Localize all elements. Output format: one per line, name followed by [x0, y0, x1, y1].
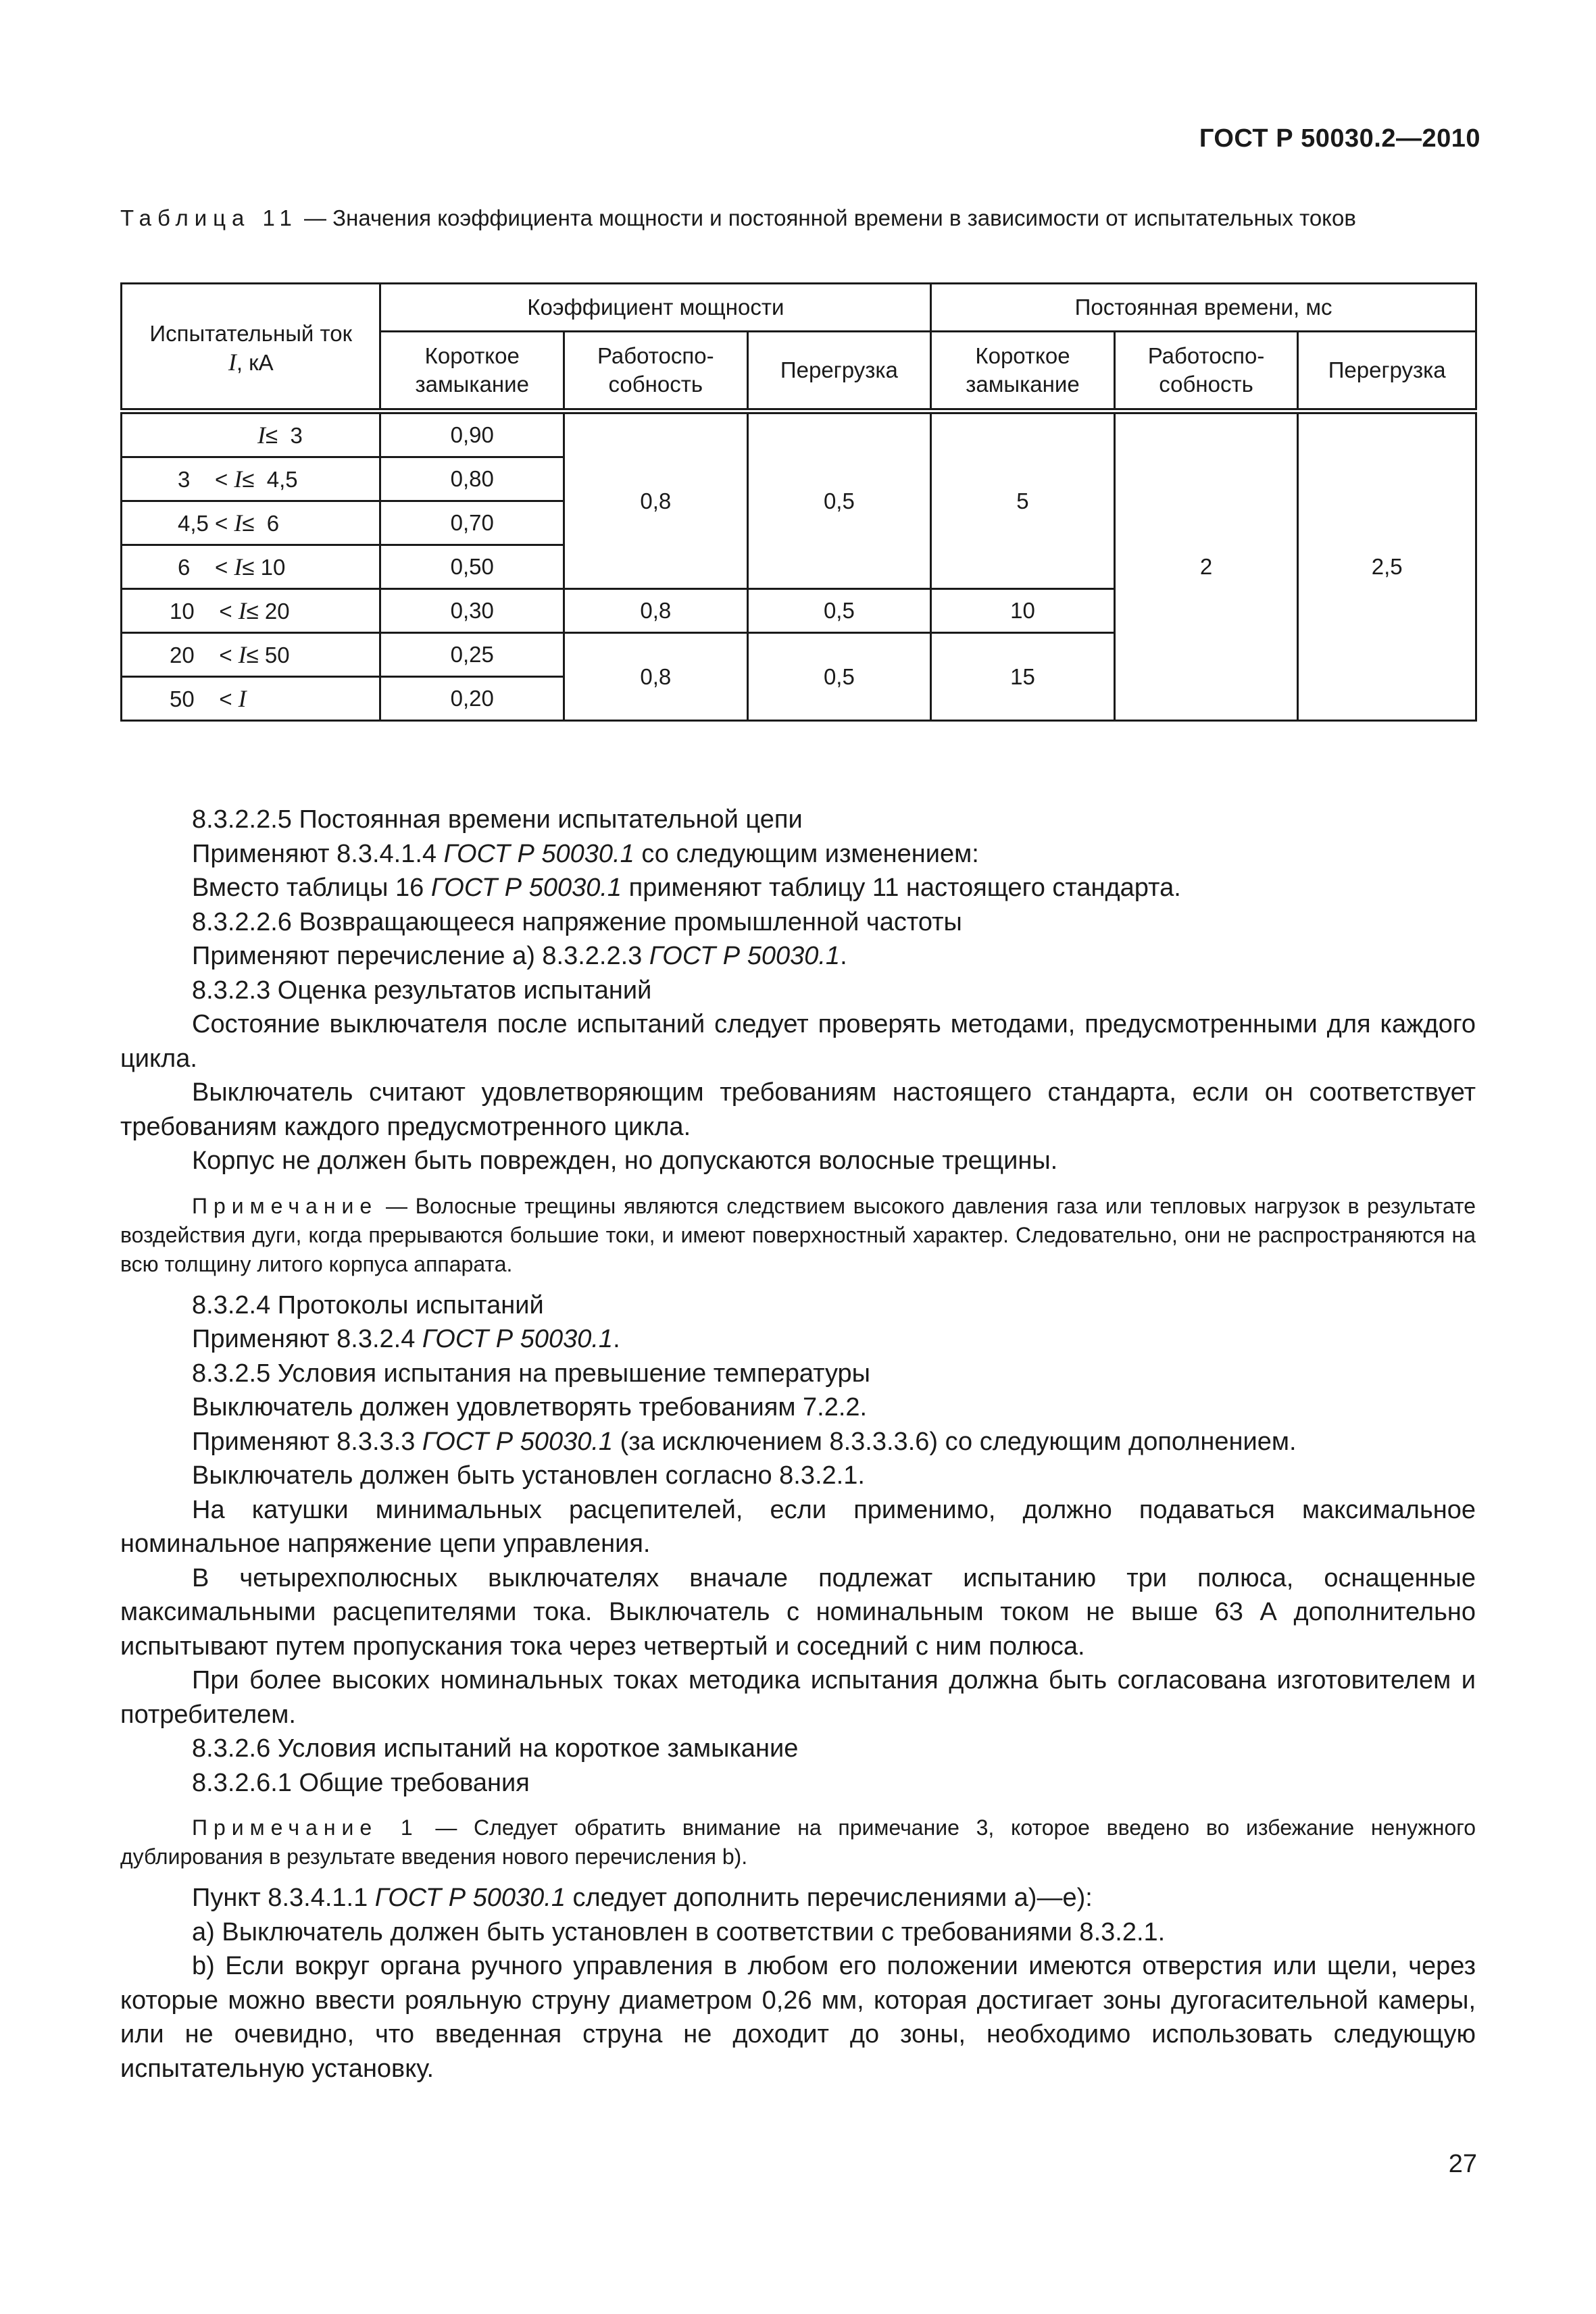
- pf-overload-value: 0,5: [747, 589, 931, 633]
- standard-reference: ГОСТ Р 50030.1: [422, 1325, 614, 1353]
- paragraph: При более высоких номинальных токах методика испытания должна быть согласована изготовителем и потребителем.: [120, 1666, 1476, 1729]
- pf-short-circuit-value: 0,70: [380, 501, 564, 545]
- pf-operability-value: 0,8: [564, 411, 748, 589]
- note: Примечание — Волосные трещины являются следствием высокого давления газа или тепловых нагрузок в результате воздействия дуги, когда прерываются большие токи, и имеют поверхностный характер. Следовательно, они не распространяются на всю толщину литого корпуса аппарата.: [120, 1193, 1476, 1276]
- current-range: 50 < I: [122, 677, 380, 721]
- paragraph: Пункт 8.3.4.1.1 ГОСТ Р 50030.1 следует дополнить перечислениями а)—е):: [192, 1884, 1093, 1912]
- col-group-time-constant: Постоянная времени, мс: [931, 284, 1476, 332]
- paragraph: Корпус не должен быть поврежден, но допускаются волосные трещины.: [192, 1147, 1058, 1175]
- paragraph: Вместо таблицы 16 ГОСТ Р 50030.1 применяют таблицу 11 настоящего стандарта.: [192, 874, 1181, 902]
- note-label: Примечание: [192, 1193, 378, 1218]
- section-heading: 8.3.2.5 Условия испытания на превышение температуры: [192, 1359, 870, 1388]
- table-row: [122, 411, 1476, 457]
- pf-short-circuit-value: 0,20: [380, 677, 564, 721]
- standard-reference: ГОСТ Р 50030.1: [430, 874, 622, 902]
- pf-short-circuit-value: 0,50: [380, 545, 564, 589]
- pf-short-circuit-value: 0,80: [380, 457, 564, 501]
- pf-overload-value: 0,5: [747, 633, 931, 721]
- note-label: Примечание 1: [192, 1815, 419, 1840]
- paragraph: Выключатель должен быть установлен согласно 8.3.2.1.: [192, 1461, 865, 1490]
- col-header-tc-operability: Работоспо-собность: [1114, 332, 1298, 411]
- paragraph: Применяют перечисление а) 8.3.2.2.3 ГОСТ Р 50030.1.: [192, 942, 847, 970]
- note: Примечание 1 — Следует обратить внимание на примечание 3, которое введено во избежание ненужного дублирования в результате введения нового перечисления b).: [120, 1815, 1476, 1869]
- pf-short-circuit-value: 0,30: [380, 589, 564, 633]
- paragraph: Состояние выключателя после испытаний следует проверять методами, предусмотренными для каждого цикла.: [120, 1010, 1476, 1073]
- pf-overload-value: 0,5: [747, 411, 931, 589]
- current-range: 10 < I≤ 20: [122, 589, 380, 633]
- paragraph: b) Если вокруг органа ручного управления в любом его положении имеются отверстия или щели, через которые можно ввести рояльную струну диаметром 0,26 мм, которая достигает зоны дугогасительной камеры, или не очевидно, что введенная струна не доходит до зоны, необходимо использовать следующую испытательную установку.: [120, 1952, 1476, 2083]
- tc-short-circuit-value: 15: [931, 633, 1115, 721]
- current-range: 4,5 < I≤ 6: [122, 501, 380, 545]
- coefficient-table: [120, 282, 1477, 722]
- section-heading: 8.3.2.4 Протоколы испытаний: [192, 1290, 544, 1319]
- paragraph: На катушки минимальных расцепителей, если применимо, должно подаваться максимальное номинальное напряжение цепи управления.: [120, 1495, 1476, 1558]
- col-header-pf-overload: Перегрузка: [747, 332, 931, 411]
- current-range: I≤ 3: [122, 411, 380, 457]
- pf-short-circuit-value: 0,90: [380, 411, 564, 457]
- section-heading: 8.3.2.6 Условия испытаний на короткое замыкание: [192, 1734, 799, 1763]
- pf-operability-value: 0,8: [564, 589, 748, 633]
- paragraph: Применяют 8.3.2.4 ГОСТ Р 50030.1.: [192, 1325, 620, 1353]
- section-heading: 8.3.2.3 Оценка результатов испытаний: [192, 976, 652, 1005]
- tc-operability-value: 2: [1114, 411, 1298, 721]
- tc-short-circuit-value: 5: [931, 411, 1115, 589]
- body-text: [120, 803, 1476, 2086]
- section-heading: 8.3.2.6.1 Общие требования: [192, 1768, 530, 1797]
- current-range: 3 < I≤ 4,5: [122, 457, 380, 501]
- col-group-power-factor: Коэффициент мощности: [380, 284, 931, 332]
- section-heading: 8.3.2.2.5 Постоянная времени испытательной цепи: [192, 805, 803, 834]
- table-caption-text: — Значения коэффициента мощности и постоянной времени в зависимости от испытательных токов: [297, 205, 1356, 230]
- standard-reference: ГОСТ Р 50030.1: [443, 839, 634, 868]
- pf-short-circuit-value: 0,25: [380, 633, 564, 677]
- paragraph: а) Выключатель должен быть установлен в соответствии с требованиями 8.3.2.1.: [192, 1917, 1166, 1946]
- document-code: ГОСТ Р 50030.2—2010: [1199, 124, 1480, 153]
- tc-short-circuit-value: 10: [931, 589, 1115, 633]
- paragraph: Выключатель должен удовлетворять требованиям 7.2.2.: [192, 1393, 868, 1422]
- col-header-pf-operability: Работоспо-собность: [564, 332, 748, 411]
- section-heading: 8.3.2.2.6 Возвращающееся напряжение промышленной частоты: [192, 907, 962, 936]
- current-range: 6 < I≤ 10: [122, 545, 380, 589]
- pf-operability-value: 0,8: [564, 633, 748, 721]
- col-header-test-current: Испытательный ток I, кА: [122, 284, 380, 411]
- col-header-tc-overload: Перегрузка: [1298, 332, 1476, 411]
- col-header-tc-short-circuit: Короткое замыкание: [931, 332, 1115, 411]
- paragraph: В четырехполюсных выключателях вначале подлежат испытанию три полюса, оснащенные максимальными расцепителями тока. Выключатель с номинальным током не выше 63 А дополнительно испытывают путем пропускания тока через четвертый и соседний с ним полюса.: [120, 1563, 1476, 1661]
- standard-reference: ГОСТ Р 50030.1: [422, 1427, 614, 1456]
- table-caption: [120, 203, 1476, 233]
- paragraph: Выключатель считают удовлетворяющим требованиям настоящего стандарта, если он соответствует требованиям каждого предусмотренного цикла.: [120, 1078, 1476, 1141]
- tc-overload-value: 2,5: [1298, 411, 1476, 721]
- table-caption-label: Таблица 11: [120, 205, 298, 230]
- current-range: 20 < I≤ 50: [122, 633, 380, 677]
- standard-reference: ГОСТ Р 50030.1: [374, 1884, 566, 1912]
- col-header-pf-short-circuit: Короткое замыкание: [380, 332, 564, 411]
- paragraph: Применяют 8.3.4.1.4 ГОСТ Р 50030.1 со следующим изменением:: [192, 839, 979, 868]
- page-number: 27: [1448, 2150, 1477, 2178]
- standard-reference: ГОСТ Р 50030.1: [649, 942, 841, 970]
- paragraph: Применяют 8.3.3.3 ГОСТ Р 50030.1 (за исключением 8.3.3.3.6) со следующим дополнением.: [192, 1427, 1297, 1456]
